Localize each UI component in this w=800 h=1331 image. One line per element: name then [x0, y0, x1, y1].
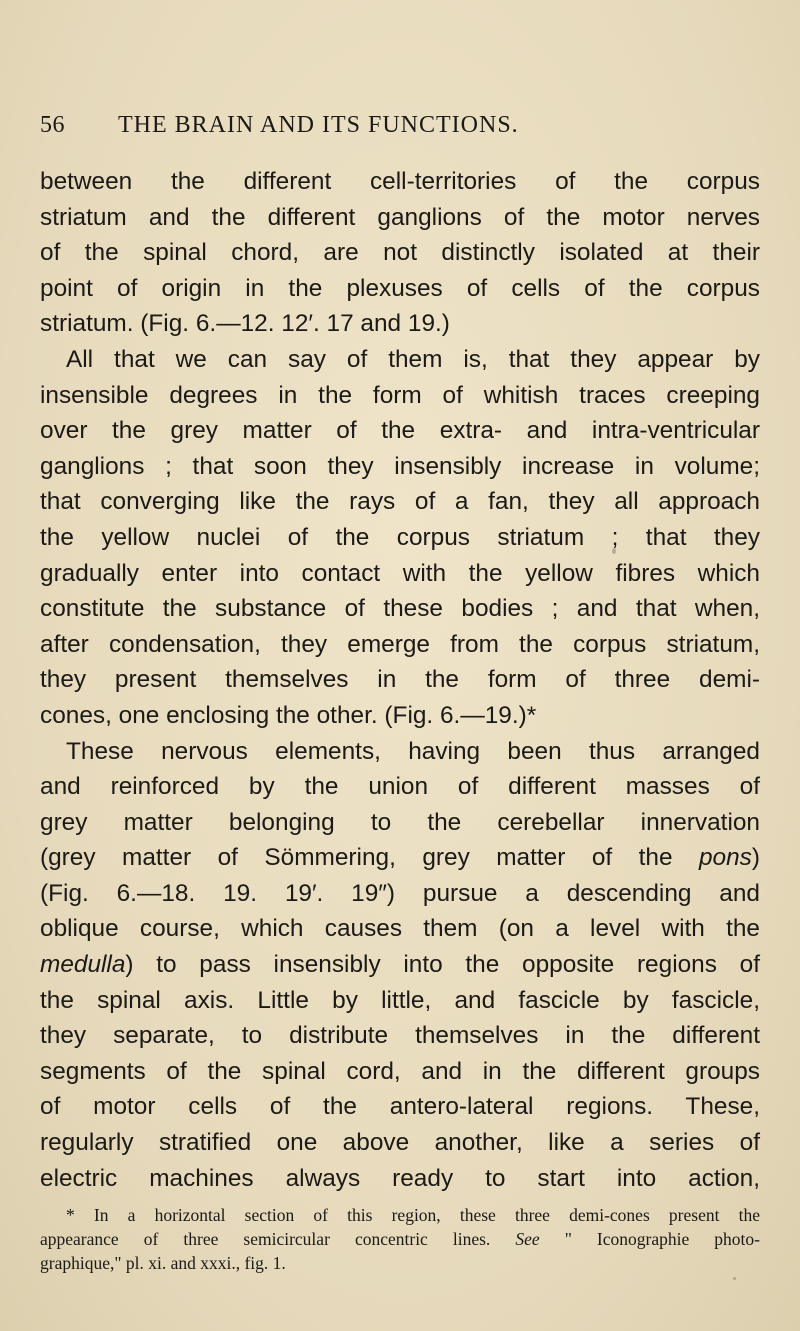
paper-speck: [733, 1277, 736, 1280]
text-line: of the spinal chord, are not distinctly isolated at their: [40, 239, 760, 267]
text-line: the spinal axis. Little by little, and fascicle by fascicle,: [40, 986, 760, 1014]
text-line: they separate, to distribute themselves in the different: [40, 1022, 760, 1050]
footnote-line: appearance of three semicircular concentric lines. See " Iconographie photo-: [40, 1229, 761, 1249]
footnote: [40, 1203, 760, 1275]
text-line: segments of the spinal cord, and in the different groups: [40, 1057, 760, 1085]
text-line: point of origin in the plexuses of cells of the corpus: [40, 274, 760, 302]
text-line: after condensation, they emerge from the corpus striatum,: [40, 630, 760, 658]
text-line: the yellow nuclei of the corpus striatum ; that they: [40, 523, 760, 551]
text-line: grey matter belonging to the cerebellar innervation: [40, 808, 760, 836]
body-text: [40, 164, 760, 1196]
text-line: striatum. (Fig. 6.—12. 12′. 17 and 19.): [40, 310, 450, 338]
text-line: constitute the substance of these bodies ; and that when,: [40, 595, 760, 623]
text-line: insensible degrees in the form of whitish traces creeping: [40, 381, 760, 409]
running-title: THE BRAIN AND ITS FUNCTIONS.: [118, 112, 519, 138]
text-line: cones, one enclosing the other. (Fig. 6.—19.)*: [40, 701, 537, 729]
text-line: medulla) to pass insensibly into the opposite regions of: [40, 951, 760, 979]
footnote-line: graphique," pl. xi. and xxxi., fig. 1.: [40, 1253, 286, 1273]
paper-speck: [612, 548, 616, 554]
text-line: gradually enter into contact with the yellow fibres which: [40, 559, 760, 587]
text-line: These nervous elements, having been thus arranged: [66, 737, 760, 765]
text-line: they present themselves in the form of three demi-: [40, 666, 760, 694]
text-line: ganglions ; that soon they insensibly increase in volume;: [40, 452, 760, 480]
text-line: striatum and the different ganglions of the motor nerves: [40, 203, 760, 231]
text-line: (Fig. 6.—18. 19. 19′. 19″) pursue a descending and: [40, 879, 760, 907]
text-line: over the grey matter of the extra- and intra-ventricular: [40, 417, 760, 445]
running-head: [40, 112, 760, 148]
text-line: electric machines always ready to start into action,: [40, 1164, 760, 1192]
text-line: (grey matter of Sömmering, grey matter of the pons): [40, 844, 760, 872]
text-line: and reinforced by the union of different masses of: [40, 773, 760, 801]
footnote-line: * In a horizontal section of this region, these three demi-cones present the: [66, 1205, 760, 1225]
page-number: 56: [40, 112, 65, 138]
text-line: that converging like the rays of a fan, they all approach: [40, 488, 760, 516]
text-line: regularly stratified one above another, like a series of: [40, 1129, 760, 1157]
text-line: of motor cells of the antero-lateral regions. These,: [40, 1093, 760, 1121]
text-line: All that we can say of them is, that they appear by: [66, 345, 760, 373]
text-line: oblique course, which causes them (on a level with the: [40, 915, 760, 943]
text-line: between the different cell-territories of the corpus: [40, 168, 760, 195]
